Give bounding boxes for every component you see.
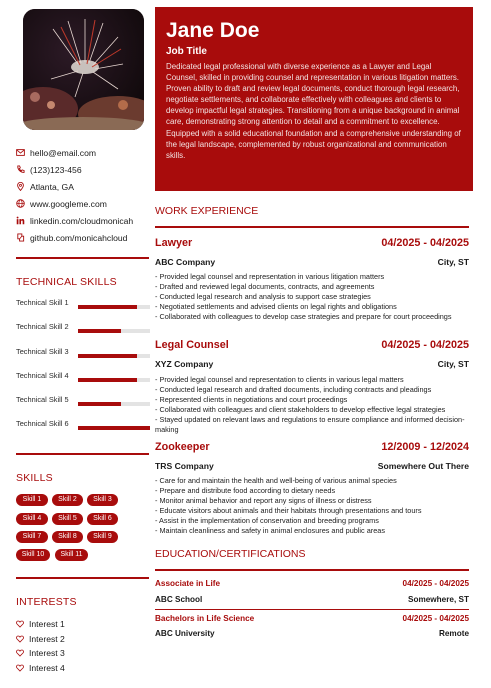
job-header: [155, 237, 469, 249]
job-bullet: - Collaborated with colleagues to develop case strategies and prepare for court proceedings: [155, 312, 452, 321]
job-bullet: - Assist in the implementation of conservation and breeding programs: [155, 516, 379, 525]
profile-photo: [23, 9, 144, 130]
job-bullet: - Maintain cleanliness and safety in animal enclosures and public areas: [155, 526, 385, 535]
job-bullet: - Monitor animal behavior and report any signs of illness or distress: [155, 496, 372, 505]
technical-skill-bar-fill: [78, 378, 137, 382]
interest-label: Interest 3: [29, 648, 65, 658]
contact-linkedin-text: linkedin.com/cloudmonicah: [30, 215, 134, 226]
education-degree: Bachelors in Life Science: [155, 614, 255, 623]
job-company-row: [155, 461, 469, 471]
email-icon: [16, 148, 25, 157]
education-header: [155, 579, 469, 588]
heart-icon: [16, 664, 24, 672]
job-title: Legal Counsel: [155, 339, 229, 351]
technical-skill-bar: [78, 378, 150, 382]
job-location: City, ST: [437, 359, 469, 369]
job-bullet: - Negotiated settlements and advised clients on legal rights and obligations: [155, 302, 397, 311]
contact-list: [16, 144, 150, 247]
candidate-job-title: Job Title: [166, 46, 207, 57]
education-title: EDUCATION/CERTIFICATIONS: [155, 548, 306, 560]
contact-email[interactable]: [16, 144, 150, 161]
job-bullet: - Educate visitors about animals and their habitats through presentations and tours: [155, 506, 422, 515]
interests-divider: [16, 577, 149, 579]
heart-icon: [16, 635, 24, 643]
technical-skill-name: Technical Skill 3: [16, 347, 69, 356]
job-company-row: [155, 257, 469, 267]
education-location: Somewhere, ST: [408, 595, 469, 604]
contact-phone[interactable]: [16, 161, 150, 178]
job-bullet: - Care for and maintain the health and well-being of various animal species: [155, 476, 397, 485]
technical-skill-row: [16, 370, 150, 394]
job-bullet: - Conducted legal research and analysis to support case strategies: [155, 292, 371, 301]
job-bullet: - Prepare and distribute food according to dietary needs: [155, 486, 336, 495]
skill-pill: Skill 7: [16, 531, 48, 543]
skills-title: SKILLS: [16, 472, 53, 484]
contact-github-text: github.com/monicahcloud: [30, 232, 128, 243]
job-bullets: [155, 375, 473, 435]
technical-skill-bar: [78, 329, 150, 333]
skill-pill: Skill 5: [52, 513, 83, 525]
job-bullet: - Drafted and reviewed legal documents, contracts, and agreements: [155, 282, 375, 291]
skill-pill: Skill 4: [16, 513, 48, 525]
job-bullet: - Collaborated with colleagues and client stakeholders to develop effective legal strategies: [155, 405, 446, 414]
skill-pill: Skill 2: [52, 494, 83, 506]
technical-skills-divider: [16, 257, 149, 259]
globe-icon: [16, 199, 25, 208]
skill-pill: Skill 1: [16, 494, 48, 506]
education-divider: [155, 569, 469, 571]
education-item-divider: [155, 609, 469, 610]
contact-location-text: Atlanta, GA: [30, 181, 74, 192]
contact-website-text: www.googleme.com: [30, 198, 107, 209]
education-school-row: [155, 595, 469, 604]
skill-pill: Skill 9: [87, 531, 118, 543]
work-experience-title: WORK EXPERIENCE: [155, 205, 259, 217]
job-dates: 04/2025 - 04/2025: [381, 237, 469, 249]
education-dates: 04/2025 - 04/2025: [402, 579, 469, 588]
education-degree: Associate in Life: [155, 579, 221, 588]
technical-skill-row: [16, 394, 150, 418]
interest-item: [16, 662, 65, 674]
job-company: TRS Company: [155, 461, 214, 471]
technical-skill-name: Technical Skill 5: [16, 395, 69, 404]
contact-github[interactable]: [16, 229, 150, 246]
education-school: ABC School: [155, 595, 203, 604]
contact-email-text: hello@email.com: [30, 147, 97, 158]
technical-skill-bar-fill: [78, 329, 121, 333]
job-bullet: - Conducted legal research and drafted documents, including contracts and pleadings: [155, 385, 432, 394]
technical-skill-row: [16, 321, 150, 345]
job-header: [155, 339, 469, 351]
job-dates: 12/2009 - 12/2024: [381, 441, 469, 453]
phone-icon: [16, 165, 25, 174]
interest-label: Interest 4: [29, 663, 65, 673]
technical-skill-name: Technical Skill 1: [16, 298, 69, 307]
technical-skill-row: [16, 297, 150, 321]
job-bullets: [155, 272, 473, 322]
contact-location: [16, 178, 150, 195]
job-dates: 04/2025 - 04/2025: [381, 339, 469, 351]
skill-pill: Skill 10: [16, 549, 50, 561]
education-school: ABC University: [155, 629, 215, 638]
contact-website[interactable]: [16, 195, 150, 212]
job-bullet: - Stayed updated on relevant laws and regulations to ensure compliance and informed decision-making: [155, 415, 465, 434]
education-header: [155, 614, 469, 623]
job-header: [155, 441, 469, 453]
interest-item: [16, 618, 65, 630]
github-icon: [16, 233, 25, 242]
education-dates: 04/2025 - 04/2025: [402, 614, 469, 623]
technical-skill-name: Technical Skill 2: [16, 322, 69, 331]
job-bullet: - Provided legal counsel and representation in various litigation matters: [155, 272, 385, 281]
skill-pill: Skill 3: [87, 494, 118, 506]
location-icon: [16, 182, 25, 191]
skill-pill: Skill 11: [55, 549, 88, 561]
technical-skill-bar-fill: [78, 426, 150, 430]
linkedin-icon: [16, 216, 25, 225]
job-company: XYZ Company: [155, 359, 214, 369]
technical-skill-bar: [78, 402, 150, 406]
education-school-row: [155, 629, 469, 638]
contact-linkedin[interactable]: [16, 212, 150, 229]
header-box: [155, 7, 473, 191]
heart-icon: [16, 620, 24, 628]
technical-skill-bar: [78, 426, 150, 430]
technical-skill-row: [16, 346, 150, 370]
job-bullet: - Provided legal counsel and representation to clients in various legal matters: [155, 375, 404, 384]
technical-skill-row: [16, 418, 150, 442]
job-bullet: - Represented clients in negotiations and court proceedings: [155, 395, 348, 404]
job-company-row: [155, 359, 469, 369]
job-bullets: [155, 476, 473, 536]
skill-pill: Skill 8: [52, 531, 83, 543]
contact-phone-text: (123)123-456: [30, 164, 82, 175]
profile-summary: Dedicated legal professional with diverse experience as a Lawyer and Legal Counsel, skilled in providing counsel and representation in various litigation matters. Proven ability to draft and review legal documents, conduct thorough legal research, negotiate settlements, and collaborate effectively with colleagues and clients to develop impactful legal strategies. Transitioning from a unique background in animal care, demonstrating strong attention to detail and a commitment to excellence. Equipped with a solid educational foundation and a comprehensive understanding of the legal landscape, complemented by robust organizational and communication skills.: [166, 62, 461, 160]
job-title: Lawyer: [155, 237, 193, 249]
technical-skill-bar-fill: [78, 402, 121, 406]
technical-skills-title: TECHNICAL SKILLS: [16, 276, 117, 288]
technical-skill-bar-fill: [78, 354, 137, 358]
skills-divider: [16, 453, 149, 455]
education-location: Remote: [438, 629, 469, 638]
technical-skill-name: Technical Skill 4: [16, 371, 69, 380]
technical-skill-name: Technical Skill 6: [16, 419, 69, 428]
interest-label: Interest 2: [29, 634, 65, 644]
job-location: Somewhere Out There: [377, 461, 469, 471]
interest-label: Interest 1: [29, 619, 65, 629]
skill-pill: Skill 6: [87, 513, 118, 525]
left-column: [0, 0, 152, 688]
interest-item: [16, 647, 65, 659]
interest-item: [16, 633, 65, 645]
technical-skill-bar: [78, 305, 150, 309]
job-title: Zookeeper: [155, 441, 210, 453]
job-company: ABC Company: [155, 257, 216, 267]
technical-skill-bar-fill: [78, 305, 137, 309]
technical-skill-bar: [78, 354, 150, 358]
heart-icon: [16, 649, 24, 657]
work-experience-divider: [155, 226, 469, 228]
candidate-name: Jane Doe: [166, 19, 260, 42]
job-location: City, ST: [437, 257, 469, 267]
interests-title: INTERESTS: [16, 596, 77, 608]
